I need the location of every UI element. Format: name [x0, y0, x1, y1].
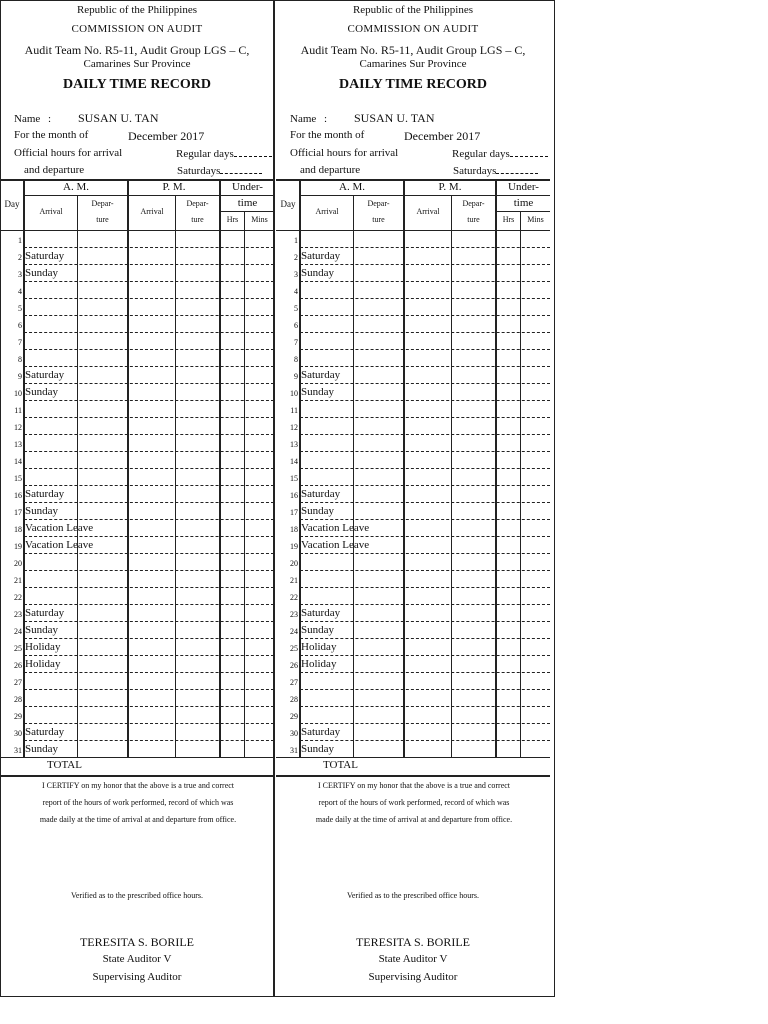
month-label: For the month of — [14, 129, 89, 141]
row-separator — [300, 417, 550, 418]
col-pm-departure-2: ture — [191, 215, 204, 224]
regular-days-field — [176, 147, 272, 160]
regular-days-blank[interactable] — [510, 147, 548, 157]
day-remark: Holiday — [25, 641, 61, 653]
day-number: 4 — [18, 287, 22, 296]
day-number: 31 — [14, 746, 22, 755]
row-separator — [300, 468, 550, 469]
header-audit-team: Audit Team No. R5-11, Audit Group LGS – C, — [300, 43, 526, 57]
row-separator — [24, 740, 274, 741]
total-bottom-border — [0, 775, 274, 777]
day-number: 19 — [290, 542, 298, 551]
day-number: 6 — [294, 321, 298, 330]
row-separator — [24, 434, 274, 435]
col-am: A. M. — [63, 181, 89, 193]
day-number: 11 — [14, 406, 22, 415]
signatory-position: State Auditor V — [102, 953, 172, 965]
row-separator — [300, 638, 550, 639]
row-separator — [300, 315, 550, 316]
day-number: 27 — [14, 678, 22, 687]
day-remark: Vacation Leave — [301, 539, 370, 551]
row-separator — [24, 587, 274, 588]
row-separator — [300, 502, 550, 503]
certification-line-2: report of the hours of work performed, record of which was — [318, 798, 510, 807]
col-undertime-2: time — [237, 197, 258, 209]
dtr-copy-2 — [276, 0, 550, 997]
certification-line-3: made daily at the time of arrival at and departure from office. — [315, 815, 513, 824]
day-remark: Holiday — [301, 641, 337, 653]
signatory-role: Supervising Auditor — [92, 971, 182, 983]
row-separator — [300, 655, 550, 656]
rows-bottom-border — [0, 757, 274, 758]
row-separator — [24, 638, 274, 639]
am-pm-divider-line — [24, 195, 274, 196]
row-separator — [300, 689, 550, 690]
row-separator — [24, 264, 274, 265]
header-republic: Republic of the Philippines — [352, 4, 474, 16]
col-pm-arrival: Arrival — [416, 207, 440, 216]
row-separator — [300, 451, 550, 452]
saturdays-blank[interactable] — [496, 164, 538, 174]
day-number: 8 — [18, 355, 22, 364]
row-separator — [300, 604, 550, 605]
row-separator — [24, 485, 274, 486]
day-number: 21 — [14, 576, 22, 585]
certification-line-1: I CERTIFY on my honor that the above is a true and correct — [41, 781, 235, 790]
col-am-departure-1: Depar- — [91, 199, 114, 208]
day-number: 3 — [294, 270, 298, 279]
row-separator — [300, 723, 550, 724]
day-number: 23 — [290, 610, 298, 619]
day-number: 18 — [14, 525, 22, 534]
row-separator — [24, 366, 274, 367]
form-title: DAILY TIME RECORD — [338, 77, 488, 92]
regular-days-label: Regular days — [452, 148, 510, 160]
form-title: DAILY TIME RECORD — [62, 77, 212, 92]
header-commission: COMMISSION ON AUDIT — [347, 23, 479, 35]
day-number: 10 — [14, 389, 22, 398]
name-label: Name — [14, 113, 41, 125]
employee-name: SUSAN U. TAN — [78, 111, 159, 125]
day-number: 29 — [14, 712, 22, 721]
regular-days-blank[interactable] — [234, 147, 272, 157]
day-remark: Sunday — [301, 505, 334, 517]
col-pm-departure-2: ture — [467, 215, 480, 224]
day-remark: Saturday — [25, 488, 65, 500]
day-remark: Sunday — [25, 743, 58, 755]
day-remark: Saturday — [25, 369, 65, 381]
signatory-name: TERESITA S. BORILE — [79, 935, 195, 949]
name-separator: : — [48, 113, 52, 125]
col-hrs: Hrs — [502, 215, 515, 224]
row-separator — [300, 570, 550, 571]
day-number: 20 — [290, 559, 298, 568]
header-province: Camarines Sur Province — [83, 58, 191, 70]
day-number: 7 — [18, 338, 22, 347]
col-am-departure-2: ture — [96, 215, 109, 224]
official-hours-label-2: and departure — [300, 164, 361, 176]
certification-line-1: I CERTIFY on my honor that the above is a true and correct — [317, 781, 511, 790]
day-number: 13 — [14, 440, 22, 449]
row-separator — [300, 621, 550, 622]
day-number: 17 — [14, 508, 22, 517]
row-separator — [300, 740, 550, 741]
col-undertime-1: Under- — [508, 181, 539, 193]
row-separator — [24, 332, 274, 333]
header-republic: Republic of the Philippines — [76, 4, 198, 16]
day-number: 24 — [14, 627, 22, 636]
col-day: Day — [4, 199, 20, 209]
rows-bottom-border — [276, 757, 550, 758]
col-pm: P. M. — [162, 181, 186, 193]
day-number: 9 — [294, 372, 298, 381]
col-am-departure-2: ture — [372, 215, 385, 224]
day-number: 31 — [290, 746, 298, 755]
col-undertime-1: Under- — [232, 181, 263, 193]
verified-note: Verified as to the prescribed office hours. — [346, 891, 480, 900]
day-remark: Sunday — [25, 386, 58, 398]
day-number: 9 — [18, 372, 22, 381]
row-separator — [300, 366, 550, 367]
day-number: 20 — [14, 559, 22, 568]
row-separator — [300, 519, 550, 520]
day-remark: Sunday — [25, 505, 58, 517]
day-number: 15 — [290, 474, 298, 483]
day-number: 6 — [18, 321, 22, 330]
dtr-copy-1 — [0, 0, 274, 997]
day-number: 25 — [290, 644, 298, 653]
day-number: 25 — [14, 644, 22, 653]
day-number: 16 — [290, 491, 298, 500]
signatory-role: Supervising Auditor — [368, 971, 458, 983]
day-remark: Sunday — [301, 386, 334, 398]
col-am-departure-1: Depar- — [367, 199, 390, 208]
row-separator — [24, 281, 274, 282]
row-separator — [24, 468, 274, 469]
official-hours-label: Official hours for arrival — [290, 147, 399, 159]
row-separator — [300, 400, 550, 401]
row-separator — [24, 298, 274, 299]
undertime-sub-top — [497, 211, 550, 212]
day-number: 16 — [14, 491, 22, 500]
certification-line-2: report of the hours of work performed, record of which was — [42, 798, 234, 807]
row-separator — [300, 434, 550, 435]
row-separator — [24, 315, 274, 316]
day-number: 5 — [294, 304, 298, 313]
day-remark: Holiday — [25, 658, 61, 670]
day-number: 3 — [18, 270, 22, 279]
row-separator — [300, 349, 550, 350]
row-separator — [300, 332, 550, 333]
row-separator — [300, 298, 550, 299]
row-separator — [300, 281, 550, 282]
day-number: 11 — [290, 406, 298, 415]
day-number: 1 — [18, 236, 22, 245]
day-number: 21 — [290, 576, 298, 585]
row-separator — [300, 672, 550, 673]
col-pm-departure-1: Depar- — [186, 199, 209, 208]
day-remark: Saturday — [301, 488, 341, 500]
day-number: 8 — [294, 355, 298, 364]
row-separator — [24, 655, 274, 656]
col-am: A. M. — [339, 181, 365, 193]
saturdays-field — [453, 164, 538, 177]
row-separator — [300, 247, 550, 248]
name-label: Name — [290, 113, 317, 125]
day-number: 2 — [18, 253, 22, 262]
signatory-position: State Auditor V — [378, 953, 448, 965]
signatory-name: TERESITA S. BORILE — [355, 935, 471, 949]
col-mins: Mins — [527, 215, 544, 224]
col-pm-arrival: Arrival — [140, 207, 164, 216]
day-number: 29 — [290, 712, 298, 721]
day-remark: Holiday — [301, 658, 337, 670]
day-number: 4 — [294, 287, 298, 296]
col-hrs: Hrs — [226, 215, 239, 224]
col-pm: P. M. — [438, 181, 462, 193]
day-number: 12 — [290, 423, 298, 432]
day-number: 14 — [290, 457, 298, 466]
day-number: 26 — [14, 661, 22, 670]
header-bottom-border — [0, 230, 274, 231]
day-remark: Sunday — [301, 267, 334, 279]
row-separator — [300, 264, 550, 265]
day-remark: Saturday — [25, 607, 65, 619]
row-separator — [24, 689, 274, 690]
day-number: 30 — [290, 729, 298, 738]
row-separator — [24, 417, 274, 418]
day-number: 23 — [14, 610, 22, 619]
day-number: 22 — [14, 593, 22, 602]
total-bottom-border — [276, 775, 550, 777]
day-remark: Saturday — [25, 726, 65, 738]
month-value: December 2017 — [404, 129, 481, 143]
row-separator — [300, 485, 550, 486]
official-hours-label-2: and departure — [24, 164, 85, 176]
row-separator — [24, 621, 274, 622]
day-number: 12 — [14, 423, 22, 432]
regular-days-label: Regular days — [176, 148, 234, 160]
day-number: 26 — [290, 661, 298, 670]
day-number: 30 — [14, 729, 22, 738]
day-remark: Saturday — [301, 726, 341, 738]
day-number: 28 — [290, 695, 298, 704]
verified-note: Verified as to the prescribed office hours. — [70, 891, 204, 900]
row-separator — [24, 706, 274, 707]
day-number: 24 — [290, 627, 298, 636]
col-mins: Mins — [251, 215, 268, 224]
day-number: 27 — [290, 678, 298, 687]
col-am-arrival: Arrival — [39, 207, 63, 216]
row-separator — [24, 502, 274, 503]
row-separator — [24, 553, 274, 554]
header-province: Camarines Sur Province — [359, 58, 467, 70]
row-separator — [300, 383, 550, 384]
day-number: 19 — [14, 542, 22, 551]
undertime-hrs-right — [244, 211, 245, 757]
name-separator: : — [324, 113, 328, 125]
day-number: 13 — [290, 440, 298, 449]
row-separator — [24, 672, 274, 673]
day-remark: Sunday — [301, 624, 334, 636]
saturdays-label: Saturdays — [453, 165, 497, 177]
row-separator — [300, 587, 550, 588]
day-number: 10 — [290, 389, 298, 398]
certification-line-3: made daily at the time of arrival at and departure from office. — [39, 815, 237, 824]
day-remark: Sunday — [25, 624, 58, 636]
day-number: 1 — [294, 236, 298, 245]
total-label: TOTAL — [323, 759, 358, 771]
day-number: 5 — [18, 304, 22, 313]
day-number: 14 — [14, 457, 22, 466]
row-separator — [300, 553, 550, 554]
day-remark: Vacation Leave — [25, 522, 94, 534]
day-remark: Saturday — [301, 250, 341, 262]
row-separator — [300, 536, 550, 537]
header-audit-team: Audit Team No. R5-11, Audit Group LGS – C, — [24, 43, 250, 57]
day-remark: Sunday — [25, 267, 58, 279]
day-number: 18 — [290, 525, 298, 534]
col-undertime-2: time — [513, 197, 534, 209]
day-remark: Sunday — [301, 743, 334, 755]
day-number: 2 — [294, 253, 298, 262]
am-pm-divider-line — [300, 195, 550, 196]
regular-days-field — [452, 147, 548, 160]
undertime-hrs-right — [520, 211, 521, 757]
col-day: Day — [280, 199, 296, 209]
official-hours-label: Official hours for arrival — [14, 147, 123, 159]
row-separator — [24, 400, 274, 401]
saturdays-label: Saturdays — [177, 165, 221, 177]
undertime-sub-top — [221, 211, 274, 212]
day-number: 17 — [290, 508, 298, 517]
day-remark: Vacation Leave — [25, 539, 94, 551]
month-label: For the month of — [290, 129, 365, 141]
day-number: 28 — [14, 695, 22, 704]
month-value: December 2017 — [128, 129, 205, 143]
header-commission: COMMISSION ON AUDIT — [71, 23, 203, 35]
row-separator — [24, 383, 274, 384]
day-remark: Saturday — [301, 607, 341, 619]
row-separator — [24, 570, 274, 571]
day-number: 7 — [294, 338, 298, 347]
row-separator — [24, 247, 274, 248]
day-number: 15 — [14, 474, 22, 483]
saturdays-field — [177, 164, 262, 177]
col-pm-departure-1: Depar- — [462, 199, 485, 208]
day-remark: Vacation Leave — [301, 522, 370, 534]
row-separator — [300, 706, 550, 707]
col-am-arrival: Arrival — [315, 207, 339, 216]
day-number: 22 — [290, 593, 298, 602]
row-separator — [24, 723, 274, 724]
saturdays-blank[interactable] — [220, 164, 262, 174]
row-separator — [24, 604, 274, 605]
employee-name: SUSAN U. TAN — [354, 111, 435, 125]
row-separator — [24, 349, 274, 350]
row-separator — [24, 451, 274, 452]
day-remark: Saturday — [25, 250, 65, 262]
total-label: TOTAL — [47, 759, 82, 771]
row-separator — [24, 519, 274, 520]
header-bottom-border — [276, 230, 550, 231]
day-remark: Saturday — [301, 369, 341, 381]
row-separator — [24, 536, 274, 537]
